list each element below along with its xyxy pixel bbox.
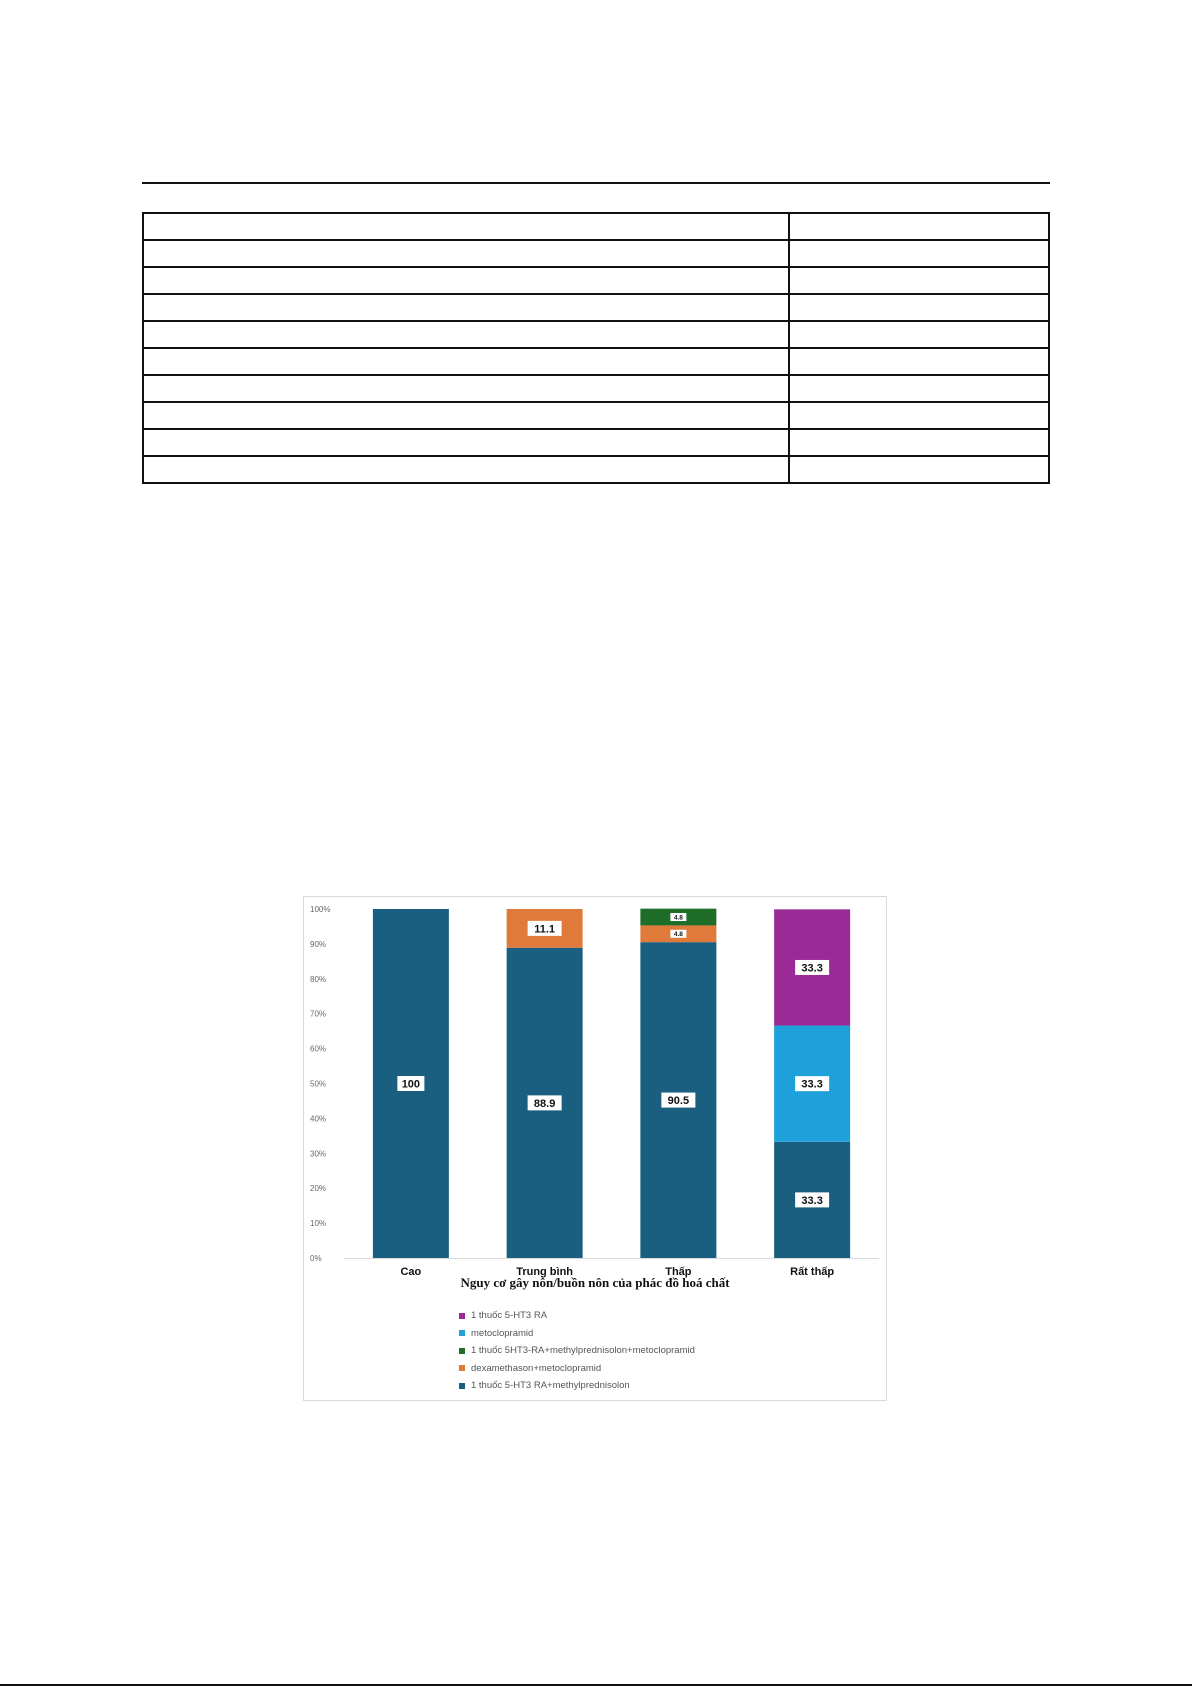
legend-label: metoclopramid xyxy=(471,1327,534,1339)
legend-item xyxy=(459,1307,695,1325)
table-cell-label xyxy=(143,294,789,321)
table-cell-value xyxy=(789,348,1049,375)
top-rule xyxy=(142,182,1050,184)
data-label: 88.9 xyxy=(533,1097,556,1110)
table-cell-label xyxy=(143,402,789,429)
legend-swatch xyxy=(459,1330,465,1336)
data-label: 100 xyxy=(401,1078,421,1091)
data-table xyxy=(142,212,1050,484)
legend-item xyxy=(459,1360,695,1378)
table-row xyxy=(143,375,1049,402)
data-label: 11.1 xyxy=(534,923,556,936)
x-axis-title: Nguy cơ gây nôn/buồn nôn của phác đồ hoá chất xyxy=(460,1275,730,1290)
table-cell-label xyxy=(143,429,789,456)
legend-label: 1 thuốc 5-HT3 RA xyxy=(471,1310,548,1322)
data-label: 90.5 xyxy=(667,1095,690,1108)
table-cell-value xyxy=(789,429,1049,456)
table-row xyxy=(143,402,1049,429)
table-row xyxy=(143,294,1049,321)
table-row xyxy=(143,456,1049,483)
x-tick-label: Trung bình xyxy=(516,1266,574,1278)
legend-item xyxy=(459,1325,695,1343)
legend-swatch xyxy=(459,1383,465,1389)
chart-figure xyxy=(303,896,887,1401)
data-label: 4.8 xyxy=(673,914,683,922)
y-tick-label: 70% xyxy=(310,1009,327,1019)
table-row xyxy=(143,429,1049,456)
chart-legend xyxy=(459,1307,695,1395)
table-cell-value xyxy=(789,294,1049,321)
legend-item xyxy=(459,1377,695,1395)
y-tick-label: 30% xyxy=(310,1149,327,1159)
legend-swatch xyxy=(459,1365,465,1371)
table-cell-value xyxy=(789,375,1049,402)
table-cell-label xyxy=(143,375,789,402)
table-row xyxy=(143,321,1049,348)
table-cell-value xyxy=(789,321,1049,348)
legend-label: 1 thuốc 5HT3-RA+methylprednisolon+metoclopramid xyxy=(471,1345,695,1357)
y-tick-label: 50% xyxy=(310,1079,327,1089)
data-label: 33.3 xyxy=(801,1078,823,1091)
legend-label: dexamethason+metoclopramid xyxy=(471,1362,602,1374)
data-label: 33.3 xyxy=(801,962,823,975)
table-cell-value xyxy=(789,213,1049,240)
table-row xyxy=(143,240,1049,267)
table-cell-label xyxy=(143,348,789,375)
legend-swatch xyxy=(459,1348,465,1354)
table-cell-value xyxy=(789,240,1049,267)
table-cell-value xyxy=(789,456,1049,483)
y-tick-label: 90% xyxy=(310,939,327,949)
table-cell-label xyxy=(143,267,789,294)
y-tick-label: 10% xyxy=(310,1219,327,1229)
y-tick-label: 80% xyxy=(310,974,327,984)
x-tick-label: Cao xyxy=(400,1266,422,1278)
table-cell-label xyxy=(143,240,789,267)
y-tick-label: 0% xyxy=(310,1254,322,1263)
table-row xyxy=(143,348,1049,375)
data-label: 4.8 xyxy=(673,931,683,939)
x-tick-label: Rất thấp xyxy=(790,1266,835,1278)
y-tick-label: 100% xyxy=(310,905,331,914)
y-tick-label: 20% xyxy=(310,1184,327,1194)
table-cell-label xyxy=(143,321,789,348)
legend-item xyxy=(459,1342,695,1360)
table-cell-value xyxy=(789,402,1049,429)
table-row xyxy=(143,213,1049,240)
table-cell-value xyxy=(789,267,1049,294)
table-cell-label xyxy=(143,213,789,240)
x-tick-label: Thấp xyxy=(665,1266,692,1278)
table-cell-label xyxy=(143,456,789,483)
table-row xyxy=(143,267,1049,294)
legend-label: 1 thuốc 5-HT3 RA+methylprednisolon xyxy=(471,1380,630,1392)
y-tick-label: 40% xyxy=(310,1114,327,1124)
data-label: 33.3 xyxy=(801,1194,823,1207)
y-tick-label: 60% xyxy=(310,1044,327,1054)
legend-swatch xyxy=(459,1313,465,1319)
